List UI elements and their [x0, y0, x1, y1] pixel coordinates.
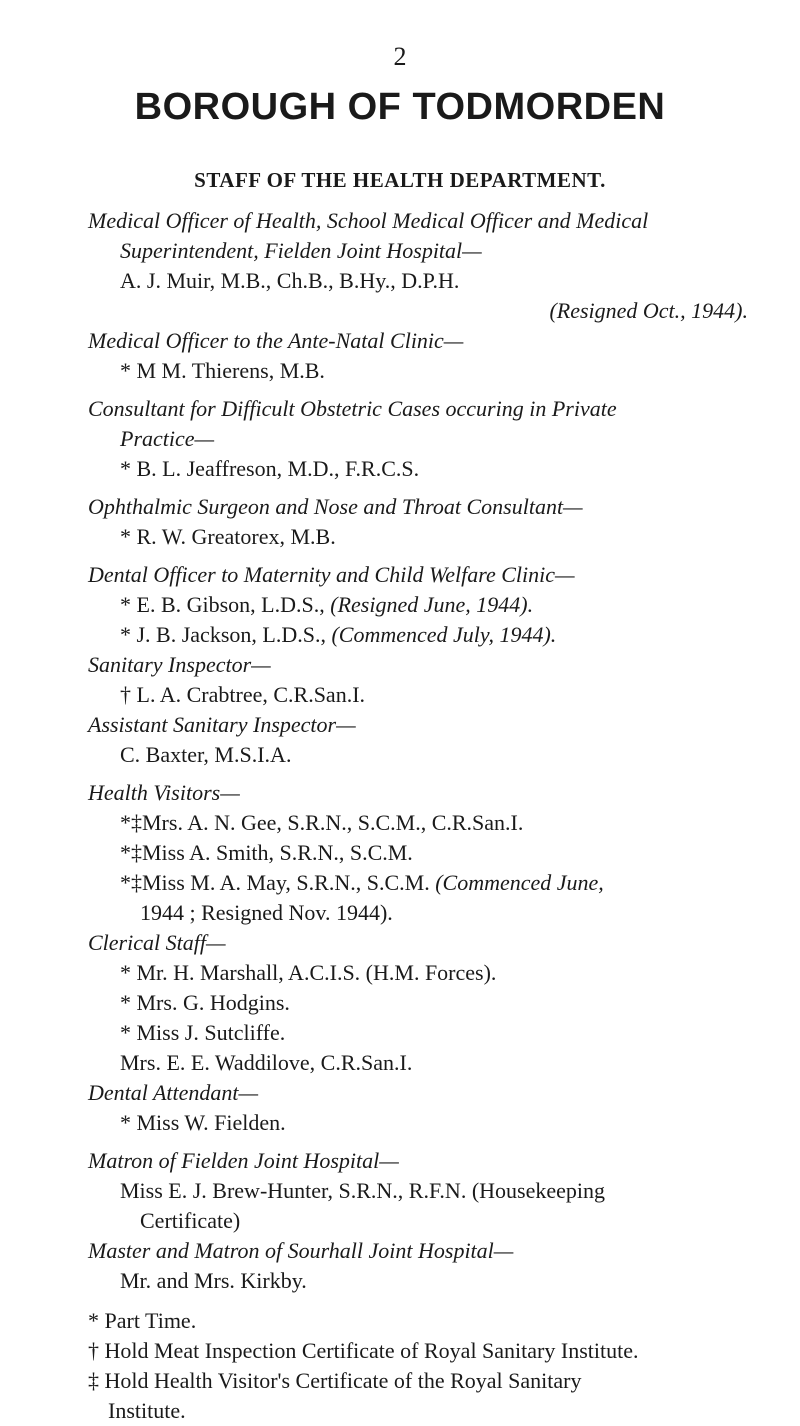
staff-entry: *‡Miss A. Smith, S.R.N., S.C.M.	[120, 840, 413, 865]
footnote: ‡ Hold Health Visitor's Certificate of the Royal Sanitary	[88, 1368, 582, 1393]
staff-entry: * R. W. Greatorex, M.B.	[120, 524, 336, 549]
staff-entry: Mrs. E. E. Waddilove, C.R.San.I.	[120, 1050, 413, 1075]
spacer	[88, 484, 768, 492]
role-heading: Practice—	[120, 426, 215, 451]
footnote: Institute.	[108, 1398, 186, 1423]
footnote: * Part Time.	[88, 1308, 197, 1333]
staff-entry	[88, 620, 768, 650]
staff-entry	[88, 590, 768, 620]
staff-entry	[88, 868, 768, 898]
staff-entry: *‡Mrs. A. N. Gee, S.R.N., S.C.M., C.R.San.I.	[120, 810, 524, 835]
role-heading: Health Visitors—	[88, 780, 240, 805]
staff-note: (Resigned Oct., 1944).	[549, 298, 748, 323]
role-heading: Dental Attendant—	[88, 1080, 259, 1105]
spacer	[88, 1138, 768, 1146]
staff-name: * E. B. Gibson, L.D.S.,	[120, 592, 331, 617]
staff-name: *‡Miss M. A. May, S.R.N., S.C.M.	[120, 870, 436, 895]
staff-entry: Miss E. J. Brew-Hunter, S.R.N., R.F.N. (Housekeeping	[120, 1178, 605, 1203]
staff-list	[88, 206, 768, 1426]
spacer	[88, 770, 768, 778]
footnotes	[88, 1306, 768, 1426]
staff-note: (Resigned June, 1944).	[330, 592, 534, 617]
footnote: † Hold Meat Inspection Certificate of Royal Sanitary Institute.	[88, 1338, 639, 1363]
staff-entry: * Mrs. G. Hodgins.	[120, 990, 290, 1015]
role-heading: Consultant for Difficult Obstetric Cases occuring in Private	[88, 396, 617, 421]
staff-entry: * Miss W. Fielden.	[120, 1110, 286, 1135]
staff-entry: * Miss J. Sutcliffe.	[120, 1020, 286, 1045]
role-heading: Medical Officer to the Ante-Natal Clinic—	[88, 328, 464, 353]
staff-entry: 1944 ; Resigned Nov. 1944).	[140, 900, 393, 925]
role-heading: Assistant Sanitary Inspector—	[88, 712, 356, 737]
role-heading: Clerical Staff—	[88, 930, 226, 955]
staff-entry: Certificate)	[140, 1208, 241, 1233]
document-title: BOROUGH OF TODMORDEN	[134, 86, 666, 128]
role-heading: Ophthalmic Surgeon and Nose and Throat Consultant—	[88, 494, 583, 519]
staff-note: (Commenced July, 1944).	[331, 622, 557, 647]
role-heading: Sanitary Inspector—	[88, 652, 271, 677]
staff-note: (Commenced June,	[435, 870, 604, 895]
role-heading: Matron of Fielden Joint Hospital—	[88, 1148, 399, 1173]
role-heading: Master and Matron of Sourhall Joint Hospital—	[88, 1238, 514, 1263]
role-heading: Medical Officer of Health, School Medical Officer and Medical	[88, 208, 649, 233]
staff-name: * J. B. Jackson, L.D.S.,	[120, 622, 332, 647]
role-heading: Superintendent, Fielden Joint Hospital—	[120, 238, 482, 263]
staff-entry: * Mr. H. Marshall, A.C.I.S. (H.M. Forces).	[120, 960, 497, 985]
document-subtitle: STAFF OF THE HEALTH DEPARTMENT.	[194, 168, 606, 192]
spacer	[88, 386, 768, 394]
staff-entry: † L. A. Crabtree, C.R.San.I.	[120, 682, 366, 707]
staff-entry: Mr. and Mrs. Kirkby.	[120, 1268, 307, 1293]
staff-lines	[88, 206, 768, 1296]
staff-entry: C. Baxter, M.S.I.A.	[120, 742, 292, 767]
role-heading: Dental Officer to Maternity and Child Welfare Clinic—	[88, 562, 575, 587]
staff-entry: A. J. Muir, M.B., Ch.B., B.Hy., D.P.H.	[120, 268, 460, 293]
spacer	[88, 552, 768, 560]
staff-entry: * M M. Thierens, M.B.	[120, 358, 325, 383]
page-number: 2	[393, 42, 407, 71]
staff-entry: * B. L. Jeaffreson, M.D., F.R.C.S.	[120, 456, 420, 481]
